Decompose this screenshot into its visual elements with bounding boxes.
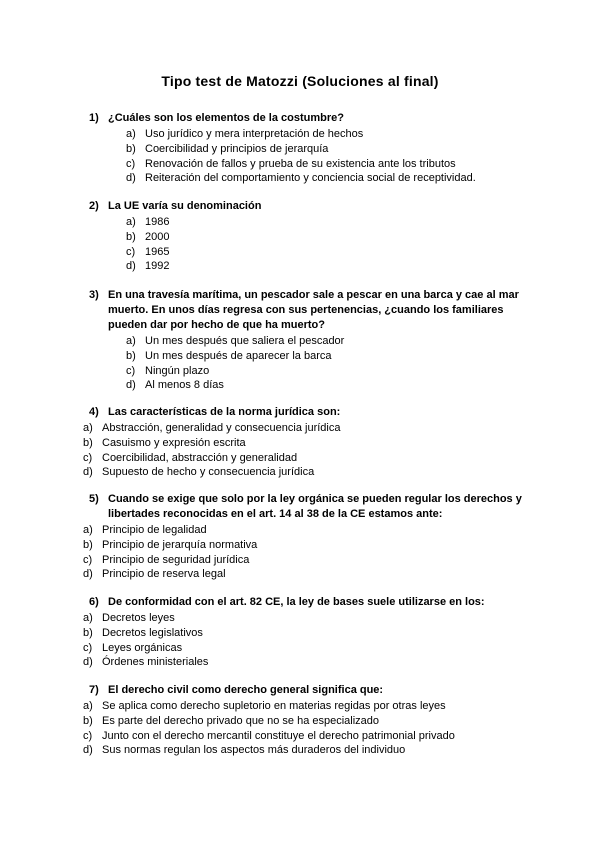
option-text: Principio de jerarquía normativa bbox=[102, 538, 258, 551]
question-text: ¿Cuáles son los elementos de la costumbre? bbox=[108, 112, 344, 124]
option-text: Junto con el derecho mercantil constituye el derecho patrimonial privado bbox=[102, 729, 455, 742]
option-letter: a) bbox=[83, 422, 93, 434]
option-c bbox=[83, 451, 529, 466]
question-text: Cuando se exige que solo por la ley orgánica se pueden regular los derechos y libertades reconocidas en el art. 14 al 38 de la CE estamos ante: bbox=[108, 493, 522, 520]
option-c bbox=[83, 641, 529, 656]
question-header bbox=[89, 595, 529, 610]
option-text: 1965 bbox=[145, 245, 170, 258]
option-d bbox=[83, 567, 529, 582]
option-b bbox=[89, 230, 529, 245]
option-d bbox=[83, 743, 529, 758]
option-a bbox=[83, 421, 529, 436]
option-text: Supuesto de hecho y consecuencia jurídica bbox=[102, 466, 315, 479]
option-letter: a) bbox=[126, 128, 136, 140]
question-1 bbox=[89, 111, 529, 186]
option-letter: b) bbox=[83, 626, 93, 639]
question-header bbox=[89, 405, 529, 420]
option-b bbox=[83, 436, 529, 451]
question-header bbox=[89, 492, 529, 522]
question-4 bbox=[83, 405, 529, 480]
option-letter: a) bbox=[83, 612, 93, 624]
option-letter: d) bbox=[126, 379, 136, 392]
question-number: 4) bbox=[89, 406, 99, 418]
option-letter: d) bbox=[83, 656, 93, 669]
option-letter: b) bbox=[83, 714, 93, 727]
option-a bbox=[89, 215, 529, 230]
option-text: Principio de reserva legal bbox=[102, 568, 226, 581]
option-text: Es parte del derecho privado que no se ha especializado bbox=[102, 714, 380, 727]
question-number: 5) bbox=[89, 493, 99, 505]
option-letter: d) bbox=[126, 260, 136, 273]
question-header bbox=[89, 199, 529, 214]
option-c bbox=[83, 553, 529, 568]
option-letter: b) bbox=[126, 349, 136, 362]
option-text: Decretos legislativos bbox=[102, 626, 203, 639]
option-text: Al menos 8 días bbox=[145, 379, 224, 392]
option-text: Leyes orgánicas bbox=[102, 641, 183, 654]
option-text: Principio de seguridad jurídica bbox=[102, 553, 250, 566]
option-text: Sus normas regulan los aspectos más duraderos del individuo bbox=[102, 744, 406, 757]
option-letter: a) bbox=[83, 700, 93, 712]
option-letter: c) bbox=[126, 245, 136, 258]
question-text: Las características de la norma jurídica son: bbox=[108, 406, 341, 418]
option-letter: d) bbox=[83, 568, 93, 581]
option-letter: c) bbox=[126, 157, 136, 170]
question-number: 6) bbox=[89, 596, 99, 608]
option-c bbox=[89, 245, 529, 260]
question-number: 2) bbox=[89, 200, 99, 212]
option-b bbox=[83, 626, 529, 641]
option-d bbox=[83, 655, 529, 670]
question-text: La UE varía su denominación bbox=[108, 200, 262, 212]
question-number: 1) bbox=[89, 112, 99, 124]
option-letter: c) bbox=[126, 364, 136, 377]
option-letter: a) bbox=[126, 335, 136, 347]
option-d bbox=[83, 465, 529, 480]
option-letter: c) bbox=[83, 641, 93, 654]
option-text: 1986 bbox=[145, 216, 170, 228]
option-a bbox=[89, 127, 529, 142]
option-text: Órdenes ministeriales bbox=[102, 656, 209, 669]
option-text: Coercibilidad, abstracción y generalidad bbox=[102, 451, 298, 464]
option-text: 1992 bbox=[145, 260, 170, 273]
option-d bbox=[89, 378, 529, 393]
question-header bbox=[89, 683, 529, 698]
option-letter: d) bbox=[83, 466, 93, 479]
question-6 bbox=[83, 595, 529, 670]
question-text: De conformidad con el art. 82 CE, la ley de bases suele utilizarse en los: bbox=[108, 596, 485, 608]
option-c bbox=[83, 729, 529, 744]
option-text: Casuismo y expresión escrita bbox=[102, 436, 246, 449]
option-text: Coercibilidad y principios de jerarquía bbox=[145, 142, 329, 155]
question-number: 7) bbox=[89, 684, 99, 696]
option-a bbox=[83, 699, 529, 714]
option-text: Un mes después de aparecer la barca bbox=[145, 349, 332, 362]
option-letter: b) bbox=[126, 230, 136, 243]
option-letter: c) bbox=[83, 729, 93, 742]
option-text: 2000 bbox=[145, 230, 170, 243]
question-number: 3) bbox=[89, 289, 99, 301]
question-2 bbox=[89, 199, 529, 274]
option-text: Renovación de fallos y prueba de su existencia ante los tributos bbox=[145, 157, 456, 170]
option-text: Decretos leyes bbox=[102, 612, 175, 624]
option-letter: c) bbox=[83, 451, 93, 464]
option-a bbox=[89, 334, 529, 349]
question-7 bbox=[83, 683, 529, 758]
option-letter: b) bbox=[126, 142, 136, 155]
option-letter: d) bbox=[83, 744, 93, 757]
question-header bbox=[89, 288, 529, 333]
question-text: El derecho civil como derecho general significa que: bbox=[108, 684, 384, 696]
option-text: Reiteración del comportamiento y conciencia social de receptividad. bbox=[145, 172, 476, 185]
option-b bbox=[89, 142, 529, 157]
option-c bbox=[89, 364, 529, 379]
question-3 bbox=[89, 288, 529, 393]
option-letter: a) bbox=[126, 216, 136, 228]
option-c bbox=[89, 157, 529, 172]
option-d bbox=[89, 171, 529, 186]
option-d bbox=[89, 259, 529, 274]
option-text: Abstracción, generalidad y consecuencia jurídica bbox=[102, 422, 341, 434]
page-title: Tipo test de Matozzi (Soluciones al final) bbox=[161, 73, 439, 89]
option-text: Un mes después que saliera el pescador bbox=[145, 335, 345, 347]
question-text: En una travesía marítima, un pescador sale a pescar en una barca y cae al mar muerto. En unos días regresa con sus pertenencias, ¿cuando los familiares pueden dar por hecho de que ha muerto? bbox=[108, 289, 519, 331]
option-letter: b) bbox=[83, 538, 93, 551]
question-header bbox=[89, 111, 529, 126]
option-text: Ningún plazo bbox=[145, 364, 210, 377]
option-text: Principio de legalidad bbox=[102, 524, 207, 536]
option-letter: d) bbox=[126, 172, 136, 185]
option-text: Uso jurídico y mera interpretación de hechos bbox=[145, 128, 364, 140]
option-letter: b) bbox=[83, 436, 93, 449]
option-b bbox=[83, 538, 529, 553]
option-text: Se aplica como derecho supletorio en materias regidas por otras leyes bbox=[102, 700, 446, 712]
option-a bbox=[83, 523, 529, 538]
option-a bbox=[83, 611, 529, 626]
option-b bbox=[83, 714, 529, 729]
option-letter: a) bbox=[83, 524, 93, 536]
option-letter: c) bbox=[83, 553, 93, 566]
question-5 bbox=[83, 492, 529, 582]
option-b bbox=[89, 349, 529, 364]
